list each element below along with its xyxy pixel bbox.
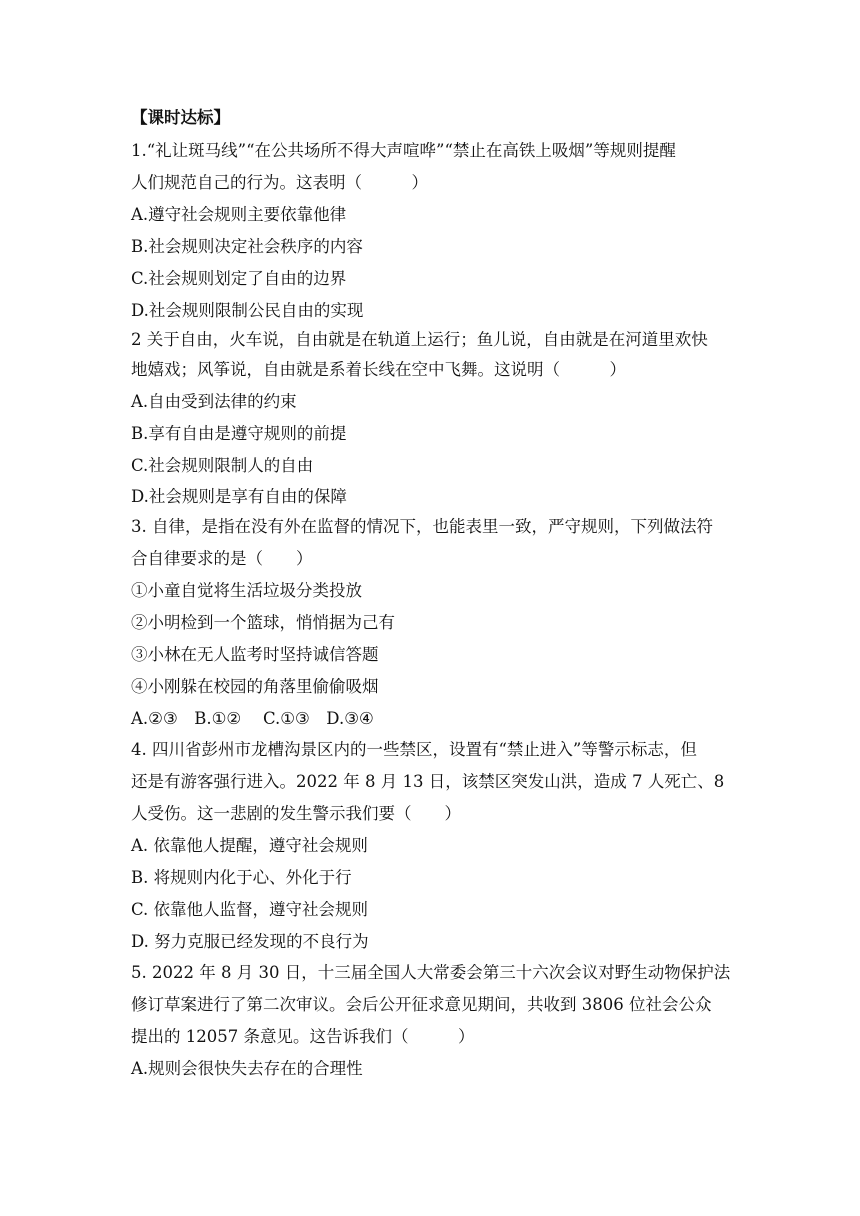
q3-statement-3: ③小林在无人监考时坚持诚信答题 — [131, 645, 379, 664]
q4-option-d: D. 努力克服已经发现的不良行为 — [131, 932, 369, 951]
q2-stem-line-1: 2 关于自由，火车说，自由就是在轨道上运行；鱼儿说，自由就是在河道里欢快 — [131, 330, 708, 349]
section-heading: 【课时达标】 — [131, 108, 230, 127]
q5-option-a: A.规则会很快失去存在的合理性 — [131, 1059, 363, 1078]
q4-option-a: A. 依靠他人提醒，遵守社会规则 — [131, 836, 368, 855]
q5-stem-line-1: 5. 2022 年 8 月 30 日，十三届全国人大常委会第三十六次会议对野生动物保护法 — [131, 963, 731, 982]
q4-stem-line-1: 4. 四川省彭州市龙槽沟景区内的一些禁区，设置有“禁止进入”等警示标志，但 — [131, 740, 697, 759]
q3-statement-1: ①小童自觉将生活垃圾分类投放 — [131, 581, 362, 600]
q1-stem-line-2: 人们规范自己的行为。这表明（ ） — [131, 173, 428, 192]
q1-stem-line-1: 1.“礼让斑马线”“在公共场所不得大声喧哗”“禁止在高铁上吸烟”等规则提醒 — [131, 141, 676, 160]
q2-option-b: B.享有自由是遵守规则的前提 — [131, 424, 347, 443]
q3-stem-line-1: 3. 自律，是指在没有外在监督的情况下，也能表里一致，严守规则，下列做法符 — [131, 517, 713, 536]
q4-option-c: C. 依靠他人监督，遵守社会规则 — [131, 900, 369, 919]
q3-statement-4: ④小刚躲在校园的角落里偷偷吸烟 — [131, 677, 379, 696]
q4-stem-line-2: 还是有游客强行进入。2022 年 8 月 13 日，该禁区突发山洪，造成 7 人死亡、8 — [131, 772, 725, 791]
q2-option-d: D.社会规则是享有自由的保障 — [131, 487, 347, 506]
q3-options: A.②③ B.①② C.①③ D.③④ — [131, 709, 374, 728]
q1-option-a: A.遵守社会规则主要依靠他律 — [131, 205, 347, 224]
q1-option-d: D.社会规则限制公民自由的实现 — [131, 301, 364, 320]
q1-option-b: B.社会规则决定社会秩序的内容 — [131, 237, 363, 256]
q5-stem-line-2: 修订草案进行了第二次审议。会后公开征求意见期间，共收到 3806 位社会公众 — [131, 995, 712, 1014]
q4-stem-line-3: 人受伤。这一悲剧的发生警示我们要（ ） — [131, 804, 461, 823]
q2-option-c: C.社会规则限制人的自由 — [131, 456, 314, 475]
q2-stem-line-2: 地嬉戏；风筝说，自由就是系着长线在空中飞舞。这说明（ ） — [131, 360, 626, 379]
q3-stem-line-2: 合自律要求的是（ ） — [131, 549, 313, 568]
q2-option-a: A.自由受到法律的约束 — [131, 392, 297, 411]
q3-statement-2: ②小明检到一个篮球，悄悄据为己有 — [131, 613, 395, 632]
q4-option-b: B. 将规则内化于心、外化于行 — [131, 868, 352, 887]
q5-stem-line-3: 提出的 12057 条意见。这告诉我们（ ） — [131, 1027, 475, 1046]
q1-option-c: C.社会规则划定了自由的边界 — [131, 269, 347, 288]
